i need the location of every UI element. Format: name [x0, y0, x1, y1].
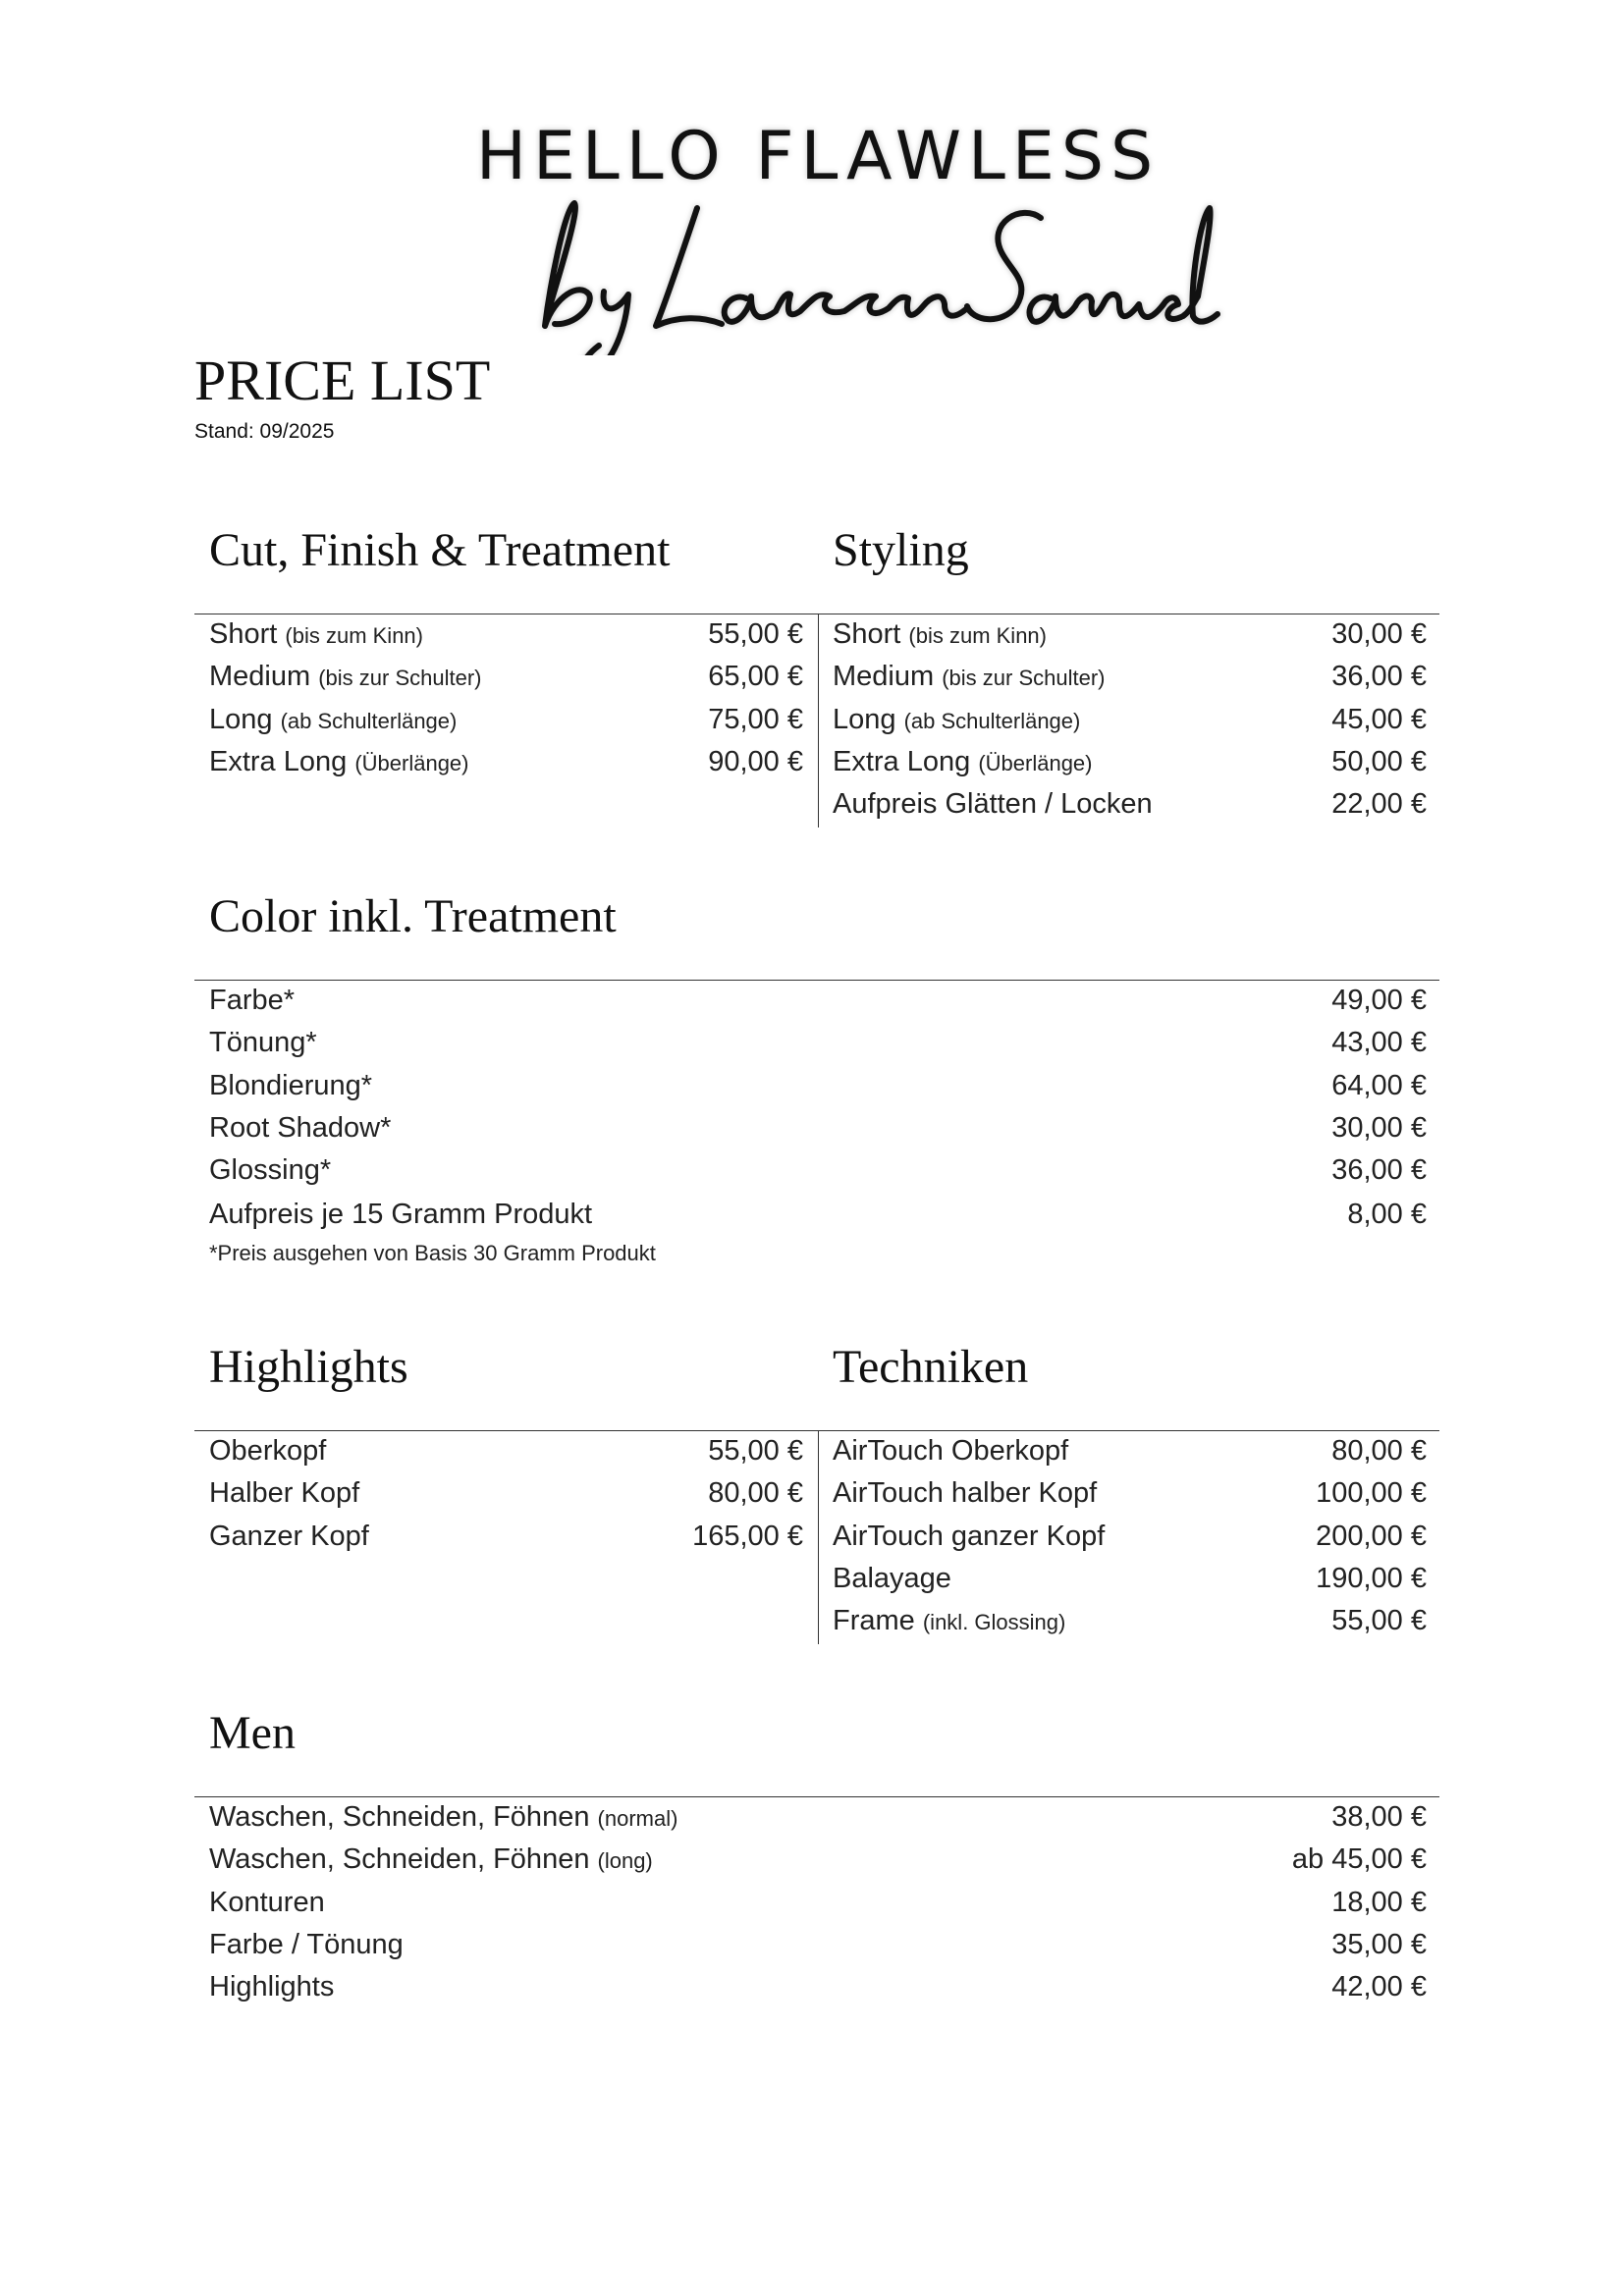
service-label: [209, 1887, 325, 1919]
service-price: 75,00 €: [708, 703, 803, 735]
section-heading-color: Color inkl. Treatment: [209, 890, 617, 942]
color-footnote: *Preis ausgehen von Basis 30 Gramm Produkt: [209, 1241, 656, 1265]
service-price: 36,00 €: [1331, 661, 1427, 693]
service-name: Blondierung*: [209, 1069, 373, 1101]
service-label: [833, 618, 1047, 651]
service-note: (ab Schulterlänge): [280, 708, 458, 733]
price-row: [209, 1066, 1427, 1108]
service-price: 30,00 €: [1331, 618, 1427, 650]
service-name: Oberkopf: [209, 1435, 327, 1467]
price-row: [209, 1195, 1427, 1237]
service-price: 36,00 €: [1331, 1154, 1427, 1187]
price-date: Stand: 09/2025: [194, 420, 335, 443]
service-note: (ab Schulterlänge): [903, 708, 1081, 733]
service-price: 55,00 €: [1331, 1605, 1427, 1637]
service-label: [833, 704, 1080, 736]
price-row: [209, 1925, 1427, 1967]
service-label: [209, 1435, 326, 1468]
logo-signature: [0, 179, 1624, 355]
service-note: (long): [597, 1848, 653, 1874]
section-heading-styling: Styling: [833, 524, 969, 576]
service-name: Waschen, Schneiden, Föhnen: [209, 1801, 590, 1833]
service-name: Konturen: [209, 1886, 325, 1918]
service-label: [209, 1154, 331, 1187]
price-row: [209, 1108, 1427, 1150]
service-price: 165,00 €: [692, 1520, 803, 1552]
service-label: [209, 1070, 372, 1102]
price-list-color: [209, 981, 1427, 1238]
service-label: [833, 1605, 1065, 1637]
service-note: (normal): [597, 1806, 678, 1831]
service-name: Medium: [209, 661, 311, 693]
service-note: (bis zur Schulter): [318, 666, 482, 691]
price-row: [209, 742, 803, 784]
price-row: [833, 1601, 1427, 1643]
service-label: [209, 1929, 404, 1961]
service-note: (bis zum Kinn): [285, 623, 423, 648]
service-price: 90,00 €: [708, 745, 803, 777]
price-row: [833, 742, 1427, 784]
price-row: [209, 1023, 1427, 1065]
service-name: Extra Long: [209, 745, 348, 777]
price-list-techniken: [833, 1431, 1427, 1643]
price-row: [209, 1967, 1427, 2009]
service-price: ab 45,00 €: [1291, 1843, 1427, 1876]
service-name: Balayage: [833, 1562, 951, 1594]
service-label: [833, 788, 1153, 821]
section-heading-cut: Cut, Finish & Treatment: [209, 524, 671, 576]
service-name: Long: [833, 703, 896, 735]
service-price: 200,00 €: [1316, 1520, 1427, 1552]
service-name: Extra Long: [833, 745, 971, 777]
service-price: 38,00 €: [1331, 1801, 1427, 1833]
price-row: [833, 784, 1427, 827]
service-name: AirTouch halber Kopf: [833, 1477, 1098, 1510]
service-price: 55,00 €: [708, 618, 803, 650]
service-name: Highlights: [209, 1971, 335, 2003]
price-row: [209, 1473, 803, 1516]
section-heading-techniken: Techniken: [833, 1341, 1029, 1393]
service-name: Root Shadow*: [209, 1111, 392, 1144]
service-price: 80,00 €: [708, 1477, 803, 1510]
price-row: [833, 700, 1427, 742]
service-label: [209, 1801, 677, 1834]
service-name: Farbe / Tönung: [209, 1928, 404, 1960]
service-label: [833, 1563, 951, 1595]
brand-logo: [0, 118, 1624, 353]
price-row: [209, 1517, 803, 1559]
price-row: [209, 700, 803, 742]
service-note: (inkl. Glossing): [922, 1610, 1066, 1635]
service-name: Glossing*: [209, 1154, 332, 1187]
service-name: Medium: [833, 661, 935, 693]
price-row: [833, 657, 1427, 699]
service-name: Ganzer Kopf: [209, 1520, 369, 1552]
price-list-men: [209, 1797, 1427, 2009]
price-row: [833, 1517, 1427, 1559]
service-label: [209, 1112, 391, 1145]
section-heading-men: Men: [209, 1707, 296, 1759]
service-price: 50,00 €: [1331, 745, 1427, 777]
page-title: PRICE LIST: [194, 348, 491, 412]
price-list-cut: [209, 614, 803, 784]
service-name: AirTouch Oberkopf: [833, 1435, 1069, 1467]
service-label: [209, 661, 482, 693]
service-label: [209, 1477, 359, 1510]
service-price: 30,00 €: [1331, 1111, 1427, 1144]
price-list-highlights: [209, 1431, 803, 1559]
service-name: Long: [209, 703, 273, 735]
price-row: [209, 1150, 1427, 1193]
service-label: [209, 1843, 653, 1876]
service-name: Halber Kopf: [209, 1477, 360, 1510]
service-price: 80,00 €: [1331, 1435, 1427, 1467]
service-label: [833, 1521, 1105, 1553]
service-name: Waschen, Schneiden, Föhnen: [209, 1843, 590, 1876]
service-name: Frame: [833, 1605, 915, 1637]
price-row: [209, 1431, 803, 1473]
service-label: [833, 1477, 1097, 1510]
price-row: [833, 1431, 1427, 1473]
service-label: [833, 1435, 1068, 1468]
service-price: 42,00 €: [1331, 1971, 1427, 2003]
service-note: (Überlänge): [354, 750, 469, 775]
price-row: [209, 1883, 1427, 1925]
service-note: (bis zum Kinn): [908, 623, 1047, 648]
service-label: [833, 661, 1106, 693]
service-label: [209, 618, 423, 651]
service-name: Short: [833, 618, 901, 650]
service-price: 35,00 €: [1331, 1928, 1427, 1960]
service-label: [209, 1521, 369, 1553]
service-name: Aufpreis Glätten / Locken: [833, 788, 1153, 821]
price-row: [833, 1559, 1427, 1601]
column-divider: [818, 614, 819, 828]
service-name: Short: [209, 618, 278, 650]
service-price: 100,00 €: [1316, 1477, 1427, 1510]
service-label: [833, 746, 1093, 778]
service-label: [209, 704, 457, 736]
service-price: 8,00 €: [1347, 1199, 1427, 1231]
service-price: 49,00 €: [1331, 985, 1427, 1016]
section-heading-highlights: Highlights: [209, 1341, 408, 1393]
service-name: AirTouch ganzer Kopf: [833, 1520, 1106, 1552]
logo-wordmark: HELLO FLAWLESS: [475, 118, 1161, 195]
price-row: [833, 1473, 1427, 1516]
service-name: Aufpreis je 15 Gramm Produkt: [209, 1199, 593, 1231]
price-row: [833, 614, 1427, 657]
service-label: [209, 746, 469, 778]
service-label: [209, 985, 295, 1017]
service-label: [209, 1971, 334, 2003]
price-row: [209, 657, 803, 699]
service-price: 64,00 €: [1331, 1069, 1427, 1101]
service-price: 43,00 €: [1331, 1027, 1427, 1059]
service-price: 22,00 €: [1331, 788, 1427, 821]
service-price: 45,00 €: [1331, 703, 1427, 735]
service-price: 65,00 €: [708, 661, 803, 693]
price-row: [209, 981, 1427, 1023]
service-note: (Überlänge): [978, 750, 1093, 775]
service-label: [209, 1027, 317, 1059]
service-name: Farbe*: [209, 985, 296, 1016]
column-divider: [818, 1430, 819, 1644]
price-row: [209, 1840, 1427, 1882]
price-row: [209, 614, 803, 657]
service-name: Tönung*: [209, 1027, 317, 1059]
service-price: 190,00 €: [1316, 1562, 1427, 1594]
price-list-styling: [833, 614, 1427, 827]
price-row: [209, 1797, 1427, 1840]
service-price: 18,00 €: [1331, 1886, 1427, 1918]
service-note: (bis zur Schulter): [942, 666, 1106, 691]
service-label: [209, 1199, 592, 1231]
service-price: 55,00 €: [708, 1435, 803, 1467]
